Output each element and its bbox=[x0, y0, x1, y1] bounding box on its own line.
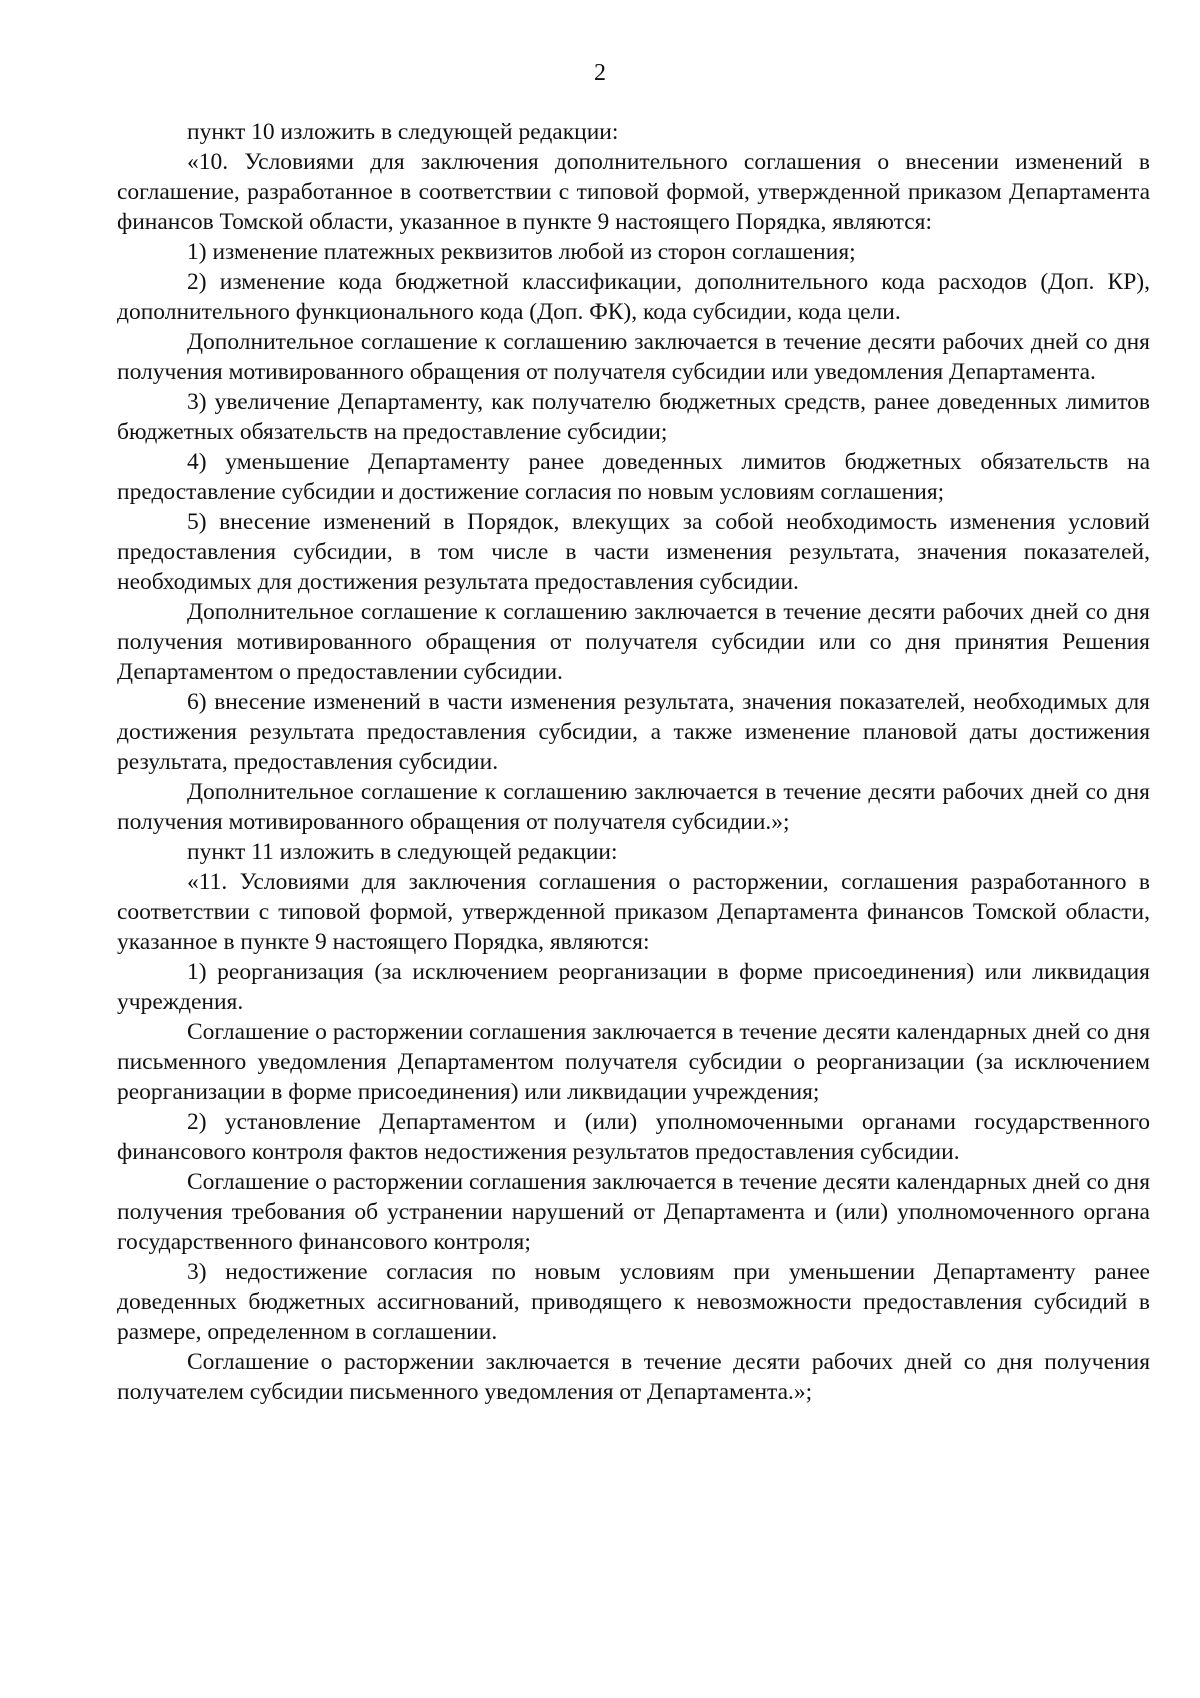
paragraph: 3) увеличение Департаменту, как получателю бюджетных средств, ранее доведенных лимитов бюджетных обязательств на предоставление субсидии; bbox=[117, 389, 1150, 445]
paragraph: пункт 11 изложить в следующей редакции: bbox=[187, 839, 618, 865]
page-number: 2 bbox=[594, 60, 606, 86]
paragraph: Соглашение о расторжении заключается в течение десяти рабочих дней со дня получения получателем субсидии письменного уведомления от Департамента.»; bbox=[117, 1349, 1150, 1405]
document-body bbox=[117, 117, 1150, 1407]
paragraph: Дополнительное соглашение к соглашению заключается в течение десяти рабочих дней со дня получения мотивированного обращения от получателя субсидии или уведомления Департамента. bbox=[117, 329, 1150, 385]
paragraph: Дополнительное соглашение к соглашению заключается в течение десяти рабочих дней со дня получения мотивированного обращения от получателя субсидии или со дня принятия Решения Департаментом о предоставлении субсидии. bbox=[117, 599, 1150, 685]
paragraph: Соглашение о расторжении соглашения заключается в течение десяти календарных дней со дня получения требования об устранении нарушений от Департамента и (или) уполномоченного органа государственного финансового контроля; bbox=[117, 1169, 1150, 1255]
paragraph: 2) установление Департаментом и (или) уполномоченными органами государственного финансового контроля фактов недостижения результатов предоставления субсидии. bbox=[117, 1109, 1150, 1165]
paragraph: пункт 10 изложить в следующей редакции: bbox=[187, 119, 619, 145]
paragraph: Дополнительное соглашение к соглашению заключается в течение десяти рабочих дней со дня получения мотивированного обращения от получателя субсидии.»; bbox=[117, 779, 1150, 835]
paragraph: «11. Условиями для заключения соглашения о расторжении, соглашения разработанного в соответствии с типовой формой, утвержденной приказом Департамента финансов Томской области, указанное в пункте 9 настоящего Порядка, являются: bbox=[117, 869, 1150, 955]
paragraph: 1) изменение платежных реквизитов любой из сторон соглашения; bbox=[187, 239, 856, 265]
paragraph: 4) уменьшение Департаменту ранее доведенных лимитов бюджетных обязательств на предоставление субсидии и достижение согласия по новым условиям соглашения; bbox=[117, 449, 1150, 505]
paragraph: 5) внесение изменений в Порядок, влекущих за собой необходимость изменения условий предоставления субсидии, в том числе в части изменения результата, значения показателей, необходимых для достижения результата предоставления субсидии. bbox=[117, 509, 1150, 595]
paragraph: 6) внесение изменений в части изменения результата, значения показателей, необходимых для достижения результата предоставления субсидии, а также изменение плановой даты достижения результата, предоставления субсидии. bbox=[117, 689, 1150, 775]
paragraph: 1) реорганизация (за исключением реорганизации в форме присоединения) или ликвидация учреждения. bbox=[117, 959, 1150, 1015]
paragraph: 2) изменение кода бюджетной классификации, дополнительного кода расходов (Доп. КР), дополнительного функционального кода (Доп. ФК), кода субсидии, кода цели. bbox=[117, 269, 1150, 325]
paragraph: 3) недостижение согласия по новым условиям при уменьшении Департаменту ранее доведенных бюджетных ассигнований, приводящего к невозможности предоставления субсидий в размере, определенном в соглашении. bbox=[117, 1259, 1150, 1345]
paragraph: Соглашение о расторжении соглашения заключается в течение десяти календарных дней со дня письменного уведомления Департаментом получателя субсидии о реорганизации (за исключением реорганизации в форме присоединения) или ликвидации учреждения; bbox=[117, 1019, 1150, 1105]
paragraph: «10. Условиями для заключения дополнительного соглашения о внесении изменений в соглашение, разработанное в соответствии с типовой формой, утвержденной приказом Департамента финансов Томской области, указанное в пункте 9 настоящего Порядка, являются: bbox=[117, 149, 1150, 235]
